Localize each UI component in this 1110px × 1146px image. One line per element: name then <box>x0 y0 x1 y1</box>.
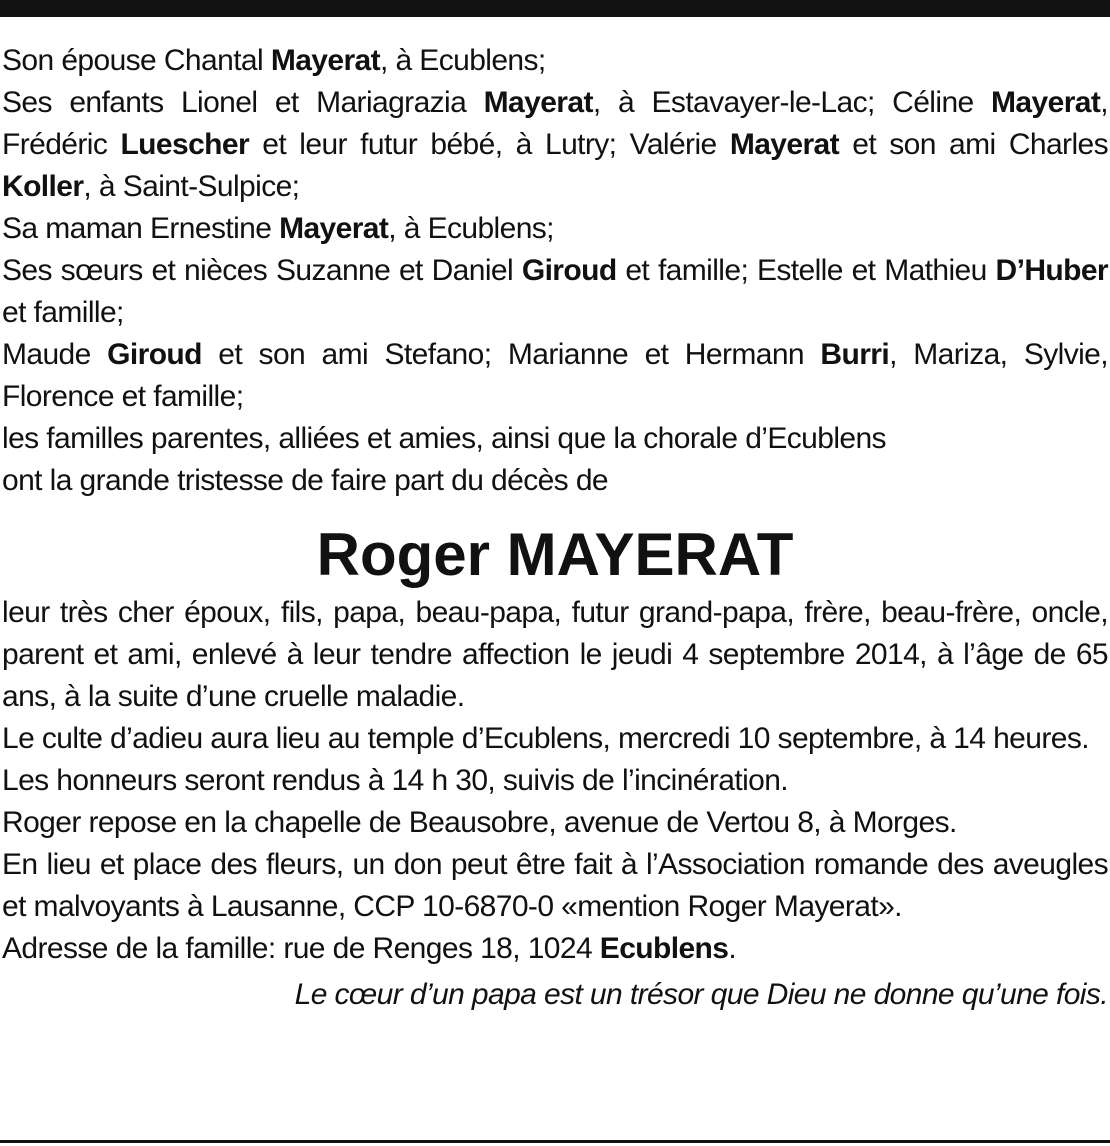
text-segment: Adresse de la famille: rue de Renges 18, 1024 <box>2 932 600 965</box>
text-segment: , à Estavayer-le-Lac; Céline <box>592 86 992 119</box>
deceased-name: Roger MAYERAT <box>316 521 794 588</box>
top-border-rule <box>0 0 1110 17</box>
text-segment: ont la grande tristesse de faire part du décès de <box>2 464 608 497</box>
family-line <box>2 334 1108 418</box>
family-line <box>2 40 1108 82</box>
text-segment: et leur futur bébé, à Lutry; Valérie <box>249 128 730 161</box>
details-line <box>2 760 1108 802</box>
bottom-border-rule <box>0 1140 1110 1143</box>
family-name: Mayerat <box>270 44 381 77</box>
text-segment: Son épouse Chantal <box>2 44 271 77</box>
closing-quote: Le cœur d’un papa est un trésor que Dieu ne donne qu’une fois. <box>294 978 1108 1011</box>
family-name: Mayerat <box>279 212 389 245</box>
text-segment: . <box>728 932 737 965</box>
family-name: Giroud <box>521 254 617 287</box>
text-segment: Les honneurs seront rendus à 14 h 30, suivis de l’incinération. <box>2 764 789 797</box>
text-segment: , à Ecublens; <box>388 212 554 245</box>
text-segment: Ses enfants Lionel et Mariagrazia <box>2 86 484 119</box>
family-line <box>2 460 1108 502</box>
family-line <box>2 418 1108 460</box>
text-segment: Sa maman Ernestine <box>2 212 280 245</box>
text-segment: et famille; Estelle et Mathieu <box>616 254 996 287</box>
family-name: Mayerat <box>729 128 840 161</box>
family-name: Mayerat <box>483 86 593 119</box>
text-segment: , à Ecublens; <box>380 44 546 77</box>
text-segment: Roger repose en la chapelle de Beausobre, avenue de Vertou 8, à Morges. <box>2 806 957 839</box>
text-segment: et son ami Charles <box>839 128 1108 161</box>
text-segment: Ses sœurs et nièces Suzanne et Daniel <box>2 254 522 287</box>
family-name: Luescher <box>120 128 250 161</box>
family-name: Mayerat <box>991 86 1101 119</box>
details-line <box>2 592 1108 718</box>
family-name: Burri <box>820 338 890 371</box>
family-name: Ecublens <box>599 932 729 965</box>
family-line <box>2 82 1108 208</box>
details-line <box>2 844 1108 928</box>
details-line <box>2 718 1108 760</box>
funeral-details <box>2 592 1108 970</box>
text-segment: , Frédéric <box>2 86 1108 161</box>
obituary-notice <box>2 40 1108 1016</box>
text-segment: et famille; <box>2 296 124 329</box>
text-segment: En lieu et place des fleurs, un don peut être fait à l’Association romande des aveugles et malvoyants à Lausanne, CCP 10-6870-0 «mention Roger Mayerat». <box>2 848 1108 923</box>
text-segment: , Mariza, Sylvie, Florence et famille; <box>2 338 1108 413</box>
family-name: Koller <box>2 170 84 203</box>
details-line <box>2 928 1108 970</box>
text-segment: les familles parentes, alliées et amies, ainsi que la chorale d’Ecublens <box>2 422 886 455</box>
text-segment: Le culte d’adieu aura lieu au temple d’Ecublens, mercredi 10 septembre, à 14 heures. <box>2 722 1089 755</box>
family-announcement <box>2 40 1108 502</box>
text-segment: Maude <box>2 338 108 371</box>
text-segment: , à Saint-Sulpice; <box>83 170 300 203</box>
details-line <box>2 802 1108 844</box>
family-name: D’Huber <box>995 254 1108 287</box>
family-line <box>2 250 1108 334</box>
text-segment: et son ami Stefano; Marianne et Hermann <box>201 338 821 371</box>
family-name: Giroud <box>107 338 202 371</box>
family-line <box>2 208 1108 250</box>
text-segment: leur très cher époux, fils, papa, beau-papa, futur grand-papa, frère, beau-frère, oncle, parent et ami, enlevé à leur tendre affection le jeudi 4 septembre 2014, à l’âge de 65 ans, à la suite d’une cruelle maladie. <box>2 596 1108 713</box>
